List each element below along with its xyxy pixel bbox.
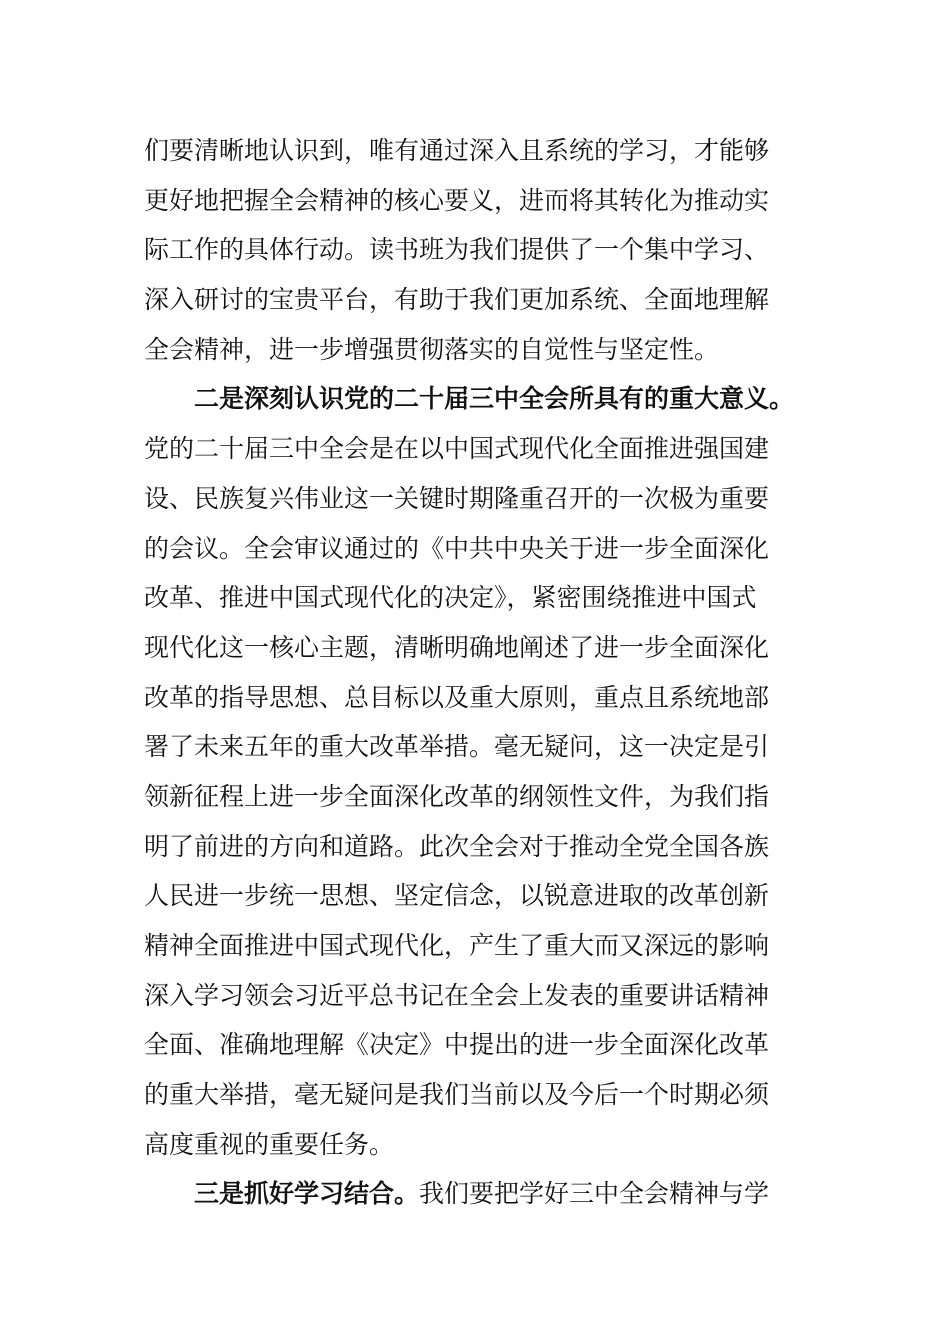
text-line: 人民进一步统一思想、坚定信念，以锐意进取的改革创新 bbox=[144, 881, 770, 911]
text-line: 设、民族复兴伟业这一关键时期隆重召开的一次极为重要 bbox=[144, 483, 770, 513]
text-line: 现代化这一核心主题，清晰明确地阐述了进一步全面深化 bbox=[144, 632, 770, 662]
text-line: 高度重视的重要任务。 bbox=[144, 1129, 395, 1159]
text-line: 改革、推进中国式现代化的决定》，紧密围绕推进中国式 bbox=[144, 583, 757, 613]
text-line: 署了未来五年的重大改革举措。毫无疑问，这一决定是引 bbox=[144, 732, 770, 762]
text-line: 精神全面推进中国式现代化，产生了重大而又深远的影响 bbox=[144, 931, 770, 960]
text-line: 深入学习领会习近平总书记在全会上发表的重要讲话精神 bbox=[144, 980, 770, 1010]
text-line: 深入研讨的宝贵平台，有助于我们更加系统、全面地理解 bbox=[144, 285, 770, 315]
text-line: 际工作的具体行动。读书班为我们提供了一个集中学习、 bbox=[144, 235, 770, 265]
text-line: 明了前进的方向和道路。此次全会对于推动全党全国各族 bbox=[144, 831, 770, 861]
text-line: 全会精神，进一步增强贯彻落实的自觉性与坚定性。 bbox=[144, 334, 720, 364]
section-heading-3: 三是抓好学习结合。 bbox=[194, 1179, 420, 1209]
paragraph-3 bbox=[144, 1169, 814, 1219]
text-line: 改革的指导思想、总目标以及重大原则，重点且系统地部 bbox=[144, 682, 770, 712]
text-line bbox=[144, 1169, 814, 1219]
text-line: 全面、准确地理解《决定》中提出的进一步全面深化改革 bbox=[144, 1030, 770, 1060]
text-line: 们要清晰地认识到，唯有通过深入且系统的学习，才能够 bbox=[144, 136, 770, 165]
paragraph-2 bbox=[144, 374, 814, 1169]
section-heading-2: 二是深刻认识党的二十届三中全会所具有的重大意义。 bbox=[194, 384, 795, 414]
text-line: 党的二十届三中全会是在以中国式现代化全面推进强国建 bbox=[144, 434, 770, 464]
text-line: 更好地把握全会精神的核心要义，进而将其转化为推动实 bbox=[144, 185, 770, 215]
paragraph-3-text: 我们要把学好三中全会精神与学 bbox=[419, 1179, 770, 1209]
document-body bbox=[144, 126, 814, 1219]
paragraph-1 bbox=[144, 126, 814, 374]
text-line: 的重大举措，毫无疑问是我们当前以及今后一个时期必须 bbox=[144, 1080, 770, 1110]
text-line: 领新征程上进一步全面深化改革的纲领性文件，为我们指 bbox=[144, 781, 770, 811]
text-line: 的会议。全会审议通过的《中共中央关于进一步全面深化 bbox=[144, 533, 770, 563]
